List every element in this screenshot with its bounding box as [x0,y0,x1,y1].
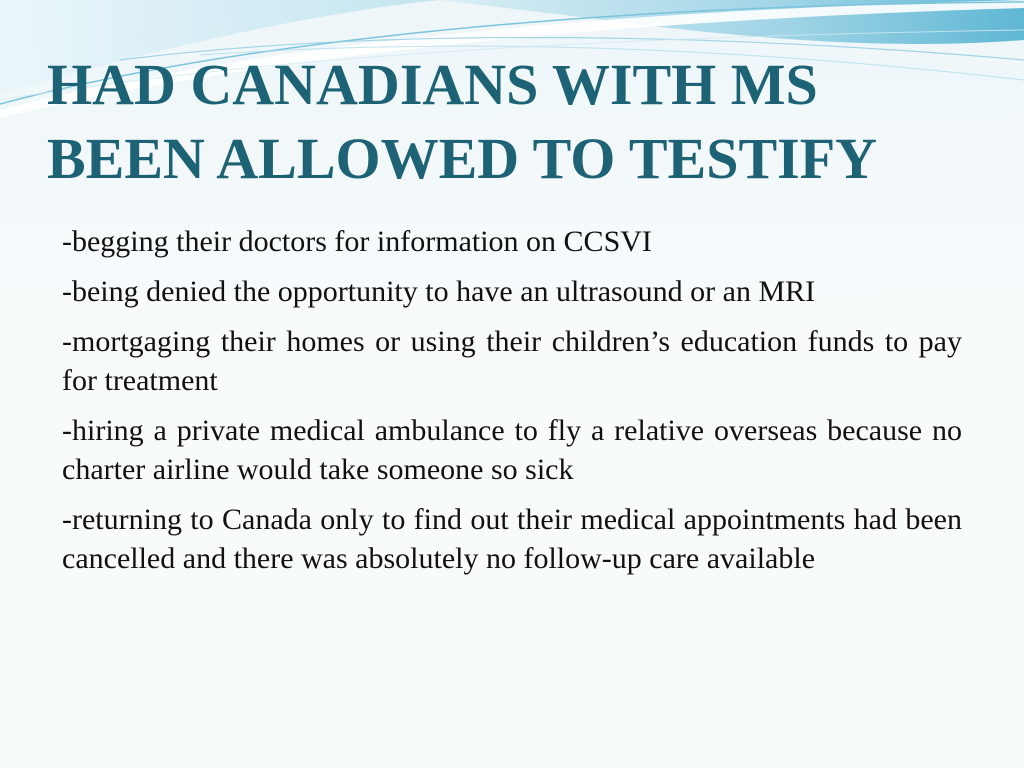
title-line-2: BEEN ALLOWED TO TESTIFY [47,126,878,191]
title-line-1: HAD CANADIANS WITH MS [47,52,818,117]
bullet-item: -mortgaging their homes or using their children’s education funds to pay for treatment [62,325,962,397]
bullet-item: -begging their doctors for information on CCSVI [62,225,652,258]
bullet-item: -being denied the opportunity to have an ultrasound or an MRI [62,275,816,308]
bullet-item: -returning to Canada only to find out their medical appointments had been cancelled and there was absolutely no follow-up care available [62,503,962,575]
bullet-list [62,222,962,589]
bullet-item: -hiring a private medical ambulance to fly a relative overseas because no charter airline would take someone so sick [62,414,962,486]
slide-title [47,48,987,196]
